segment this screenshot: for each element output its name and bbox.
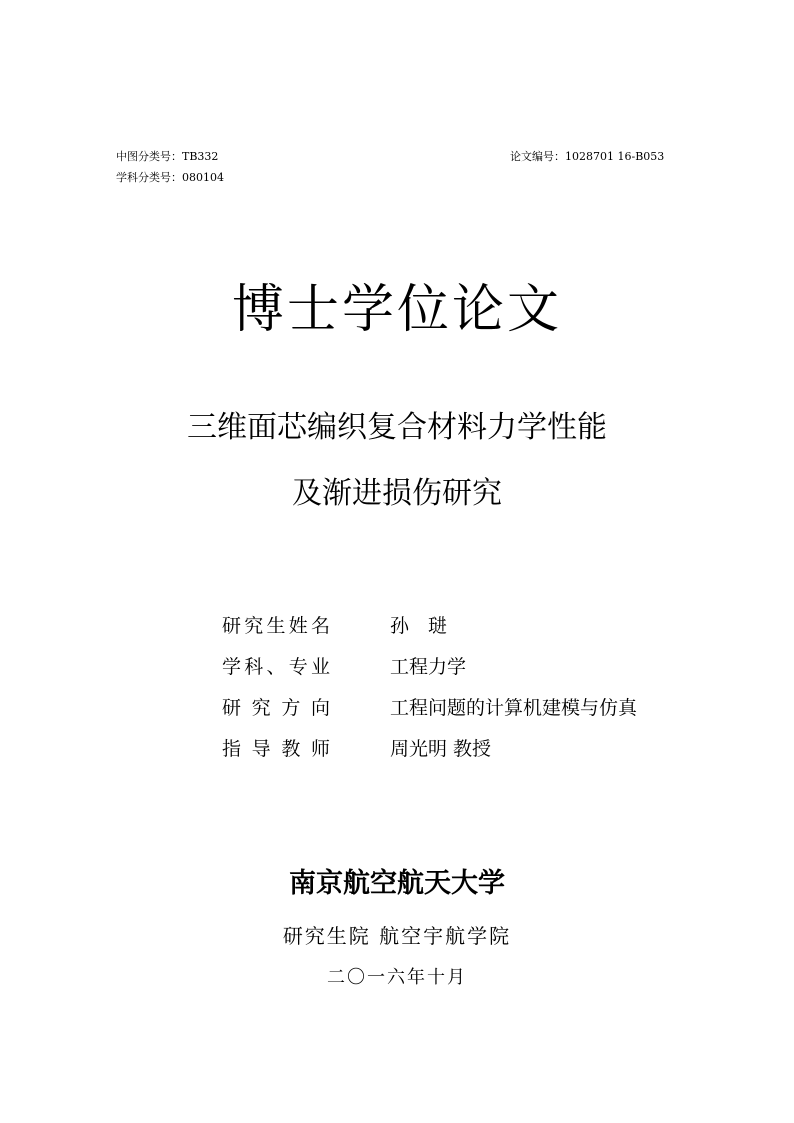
label-char: 方: [281, 697, 301, 719]
info-label: [222, 694, 330, 722]
subject-code: 学科分类号：080104: [116, 171, 224, 184]
info-label: [222, 612, 330, 640]
label-char: 师: [310, 738, 330, 760]
label-char: 专: [288, 656, 308, 678]
submission-date: 二〇一六年十月: [327, 967, 467, 988]
info-value-supervisor: 周光明 教授: [390, 738, 492, 760]
label-char: 业: [310, 656, 330, 678]
school-name: 研究生院 航空宇航学院: [282, 924, 512, 948]
label-char: 究: [244, 615, 264, 637]
thesis-title-line-2: 及渐进损伤研究: [292, 476, 502, 511]
document-type-heading: 博士学位论文: [231, 280, 562, 340]
label-char: 研: [222, 697, 242, 719]
label-char: 指: [222, 738, 242, 760]
label-char: 姓: [288, 615, 308, 637]
info-label: [222, 735, 330, 763]
label-char: 生: [266, 615, 286, 637]
label-char: 研: [222, 615, 242, 637]
university-name: 南京航空航天大学: [289, 868, 505, 899]
thesis-title-line-1: 三维面芯编织复合材料力学性能: [187, 410, 607, 445]
label-char: 名: [310, 615, 330, 637]
info-label: [222, 653, 330, 681]
label-char: 学: [222, 656, 242, 678]
info-value-student-name: 孙 琎: [390, 615, 448, 637]
label-char: 教: [281, 738, 301, 760]
label-char: 究: [251, 697, 271, 719]
label-char: 向: [310, 697, 330, 719]
clc-number: 中图分类号：TB332: [116, 150, 219, 163]
label-char: 科: [244, 656, 264, 678]
label-char: 、: [266, 656, 286, 678]
thesis-number: 论文编号：1028701 16-B053: [510, 150, 665, 163]
info-value-major: 工程力学: [390, 656, 467, 678]
label-char: 导: [251, 738, 271, 760]
info-value-research-direction: 工程问题的计算机建模与仿真: [390, 697, 638, 719]
